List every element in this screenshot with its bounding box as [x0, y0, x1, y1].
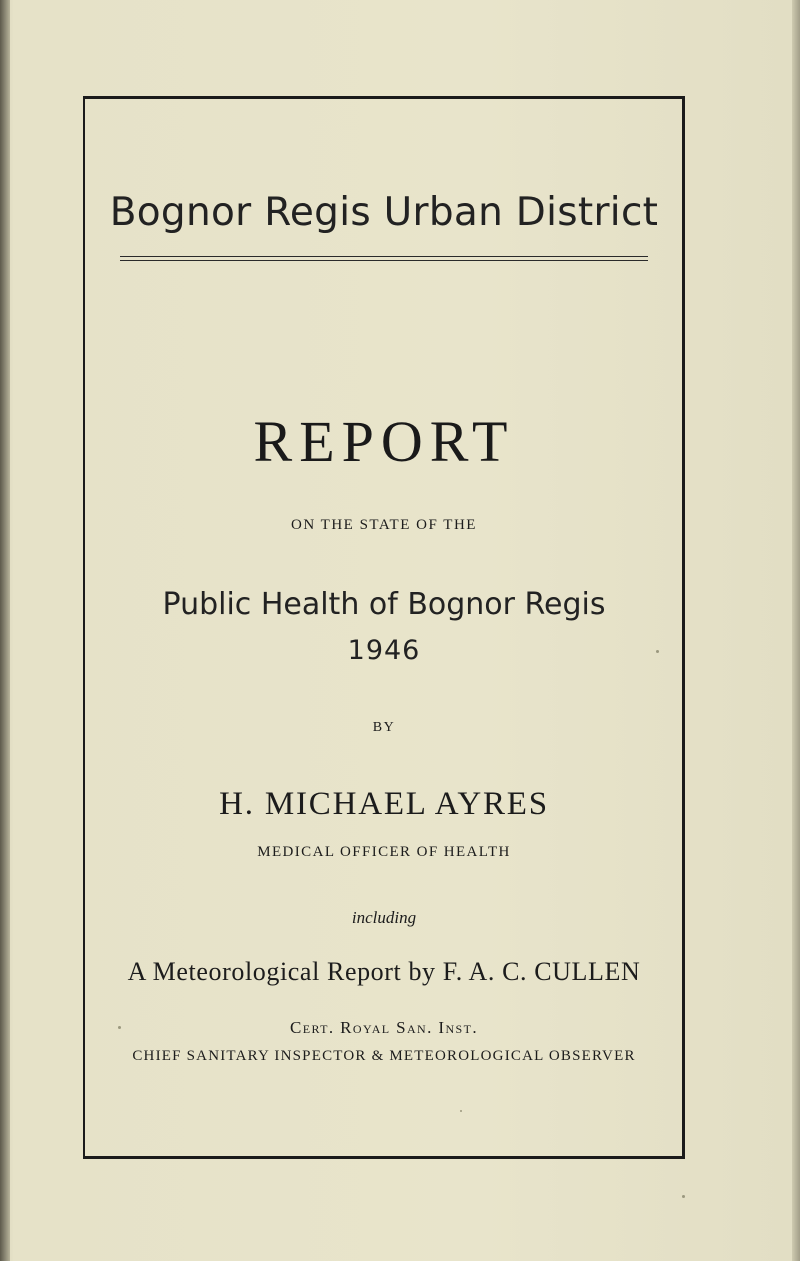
title-rule-lower: [120, 260, 648, 261]
report-title: REPORT: [253, 409, 515, 474]
certification-line: Cert. Royal San. Inst.: [289, 1018, 479, 1037]
paper-speck: [460, 1110, 462, 1112]
subject-title: Public Health of Bognor Regis: [162, 587, 606, 622]
title-rule-upper: [120, 256, 648, 257]
paper-speck: [656, 650, 659, 653]
binding-edge: [0, 0, 10, 1261]
meteorological-report-line: A Meteorological Report by F. A. C. CULLEN: [127, 957, 641, 986]
observer-role: CHIEF SANITARY INSPECTOR & METEOROLOGICAL OBSERVER: [132, 1048, 636, 1064]
district-title: Bognor Regis Urban District: [109, 190, 659, 235]
state-line: ON THE STATE OF THE: [291, 517, 477, 533]
report-year: 1946: [347, 635, 421, 666]
paper-speck: [682, 1195, 685, 1198]
author-name: H. MICHAEL AYRES: [219, 786, 549, 822]
paper-speck: [118, 1026, 121, 1029]
by-label: BY: [372, 720, 396, 735]
including-label: including: [351, 908, 417, 927]
author-role: MEDICAL OFFICER OF HEALTH: [257, 844, 511, 860]
page-edge: [792, 0, 800, 1261]
